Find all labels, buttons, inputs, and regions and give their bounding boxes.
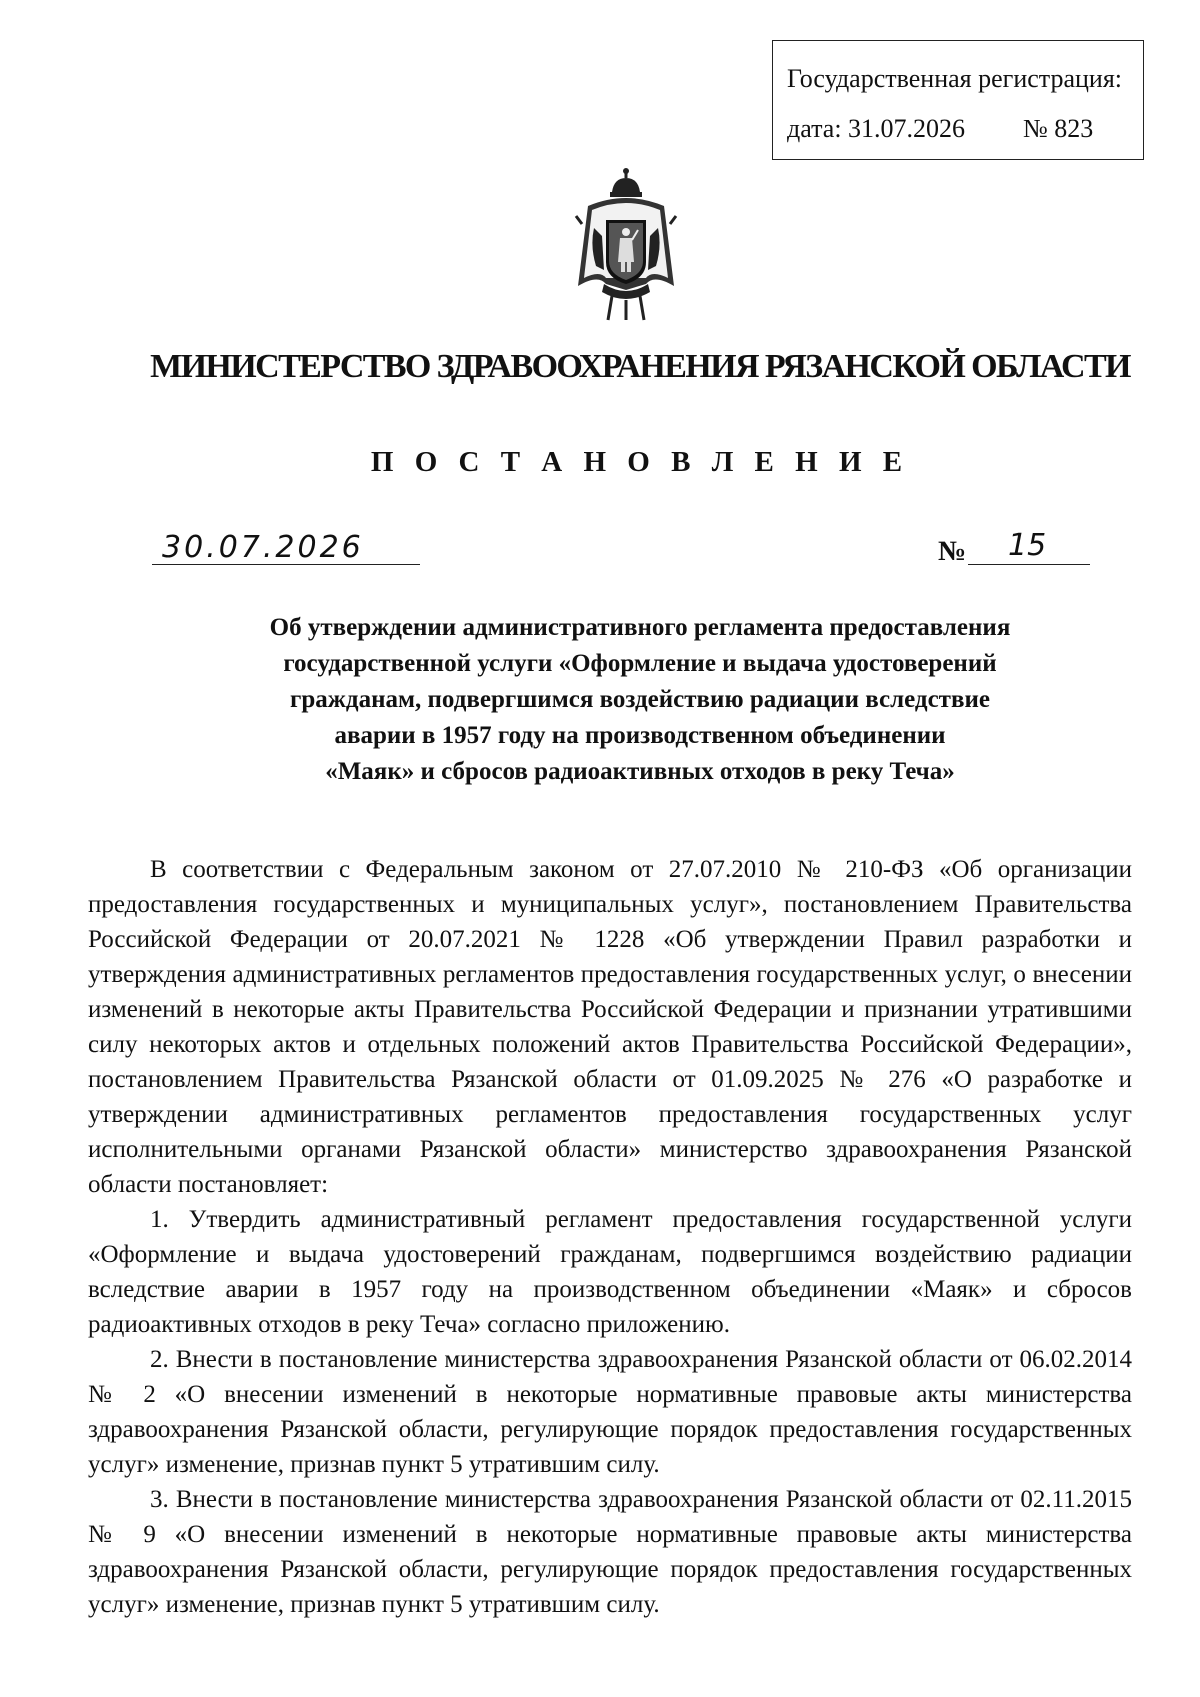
decree-subject [240,610,1040,790]
subject-line: Об утверждении административного регламента предоставления [269,614,1011,641]
decree-type-title: П О С Т А Н О В Л Е Н И Е [370,446,910,478]
subject-line: гражданам, подвергшимся воздействию радиации вследствие [290,686,990,713]
registration-number: № 823 [1023,114,1094,143]
subject-line: «Маяк» и сбросов радиоактивных отходов в реку Теча» [325,758,955,785]
state-registration-stamp [772,40,1144,160]
item-1-paragraph: 1. Утвердить административный регламент предоставления государственной услуги «Оформление и выдача удостоверений гражданам, подвергшимся воздействию радиации вследствие аварии в 1957 году на производственном объединении «Маяк» и сбросов радиоактивных отходов в реку Теча» согласно приложению. [88,1206,1132,1338]
handwritten-decree-date: 30.07.2026 [162,530,364,565]
number-underline [968,564,1090,565]
subject-line: государственной услуги «Оформление и выдача удостоверений [283,650,997,677]
item-2-paragraph: 2. Внести в постановление министерства здравоохранения Рязанской области от 06.02.2014 № 2 «О внесении изменений в некоторые нормативные правовые акты министерства здравоохранения Рязанской области, регулирующие порядок предоставления государственных услуг» изменение, признав пункт 5 утратившим силу. [88,1346,1132,1478]
date-underline [152,564,420,565]
subject-line: аварии в 1957 году на производственном объединении [334,722,946,749]
item-3-paragraph: 3. Внести в постановление министерства здравоохранения Рязанской области от 02.11.2015 № 9 «О внесении изменений в некоторые нормативные правовые акты министерства здравоохранения Рязанской области, регулирующие порядок предоставления государственных услуг» изменение, признав пункт 5 утратившим силу. [88,1486,1132,1618]
decree-body [88,852,1132,1622]
handwritten-decree-number: 15 [1008,528,1047,563]
decree-number-label: № [938,536,967,567]
preamble-paragraph: В соответствии с Федеральным законом от 27.07.2010 № 210-ФЗ «Об организации предоставления государственных и муниципальных услуг», постановлением Правительства Российской Федерации от 20.07.2021 № 1228 «Об утверждении Правил разработки и утверждения административных регламентов предоставления государственных услуг, о внесении изменений в некоторые акты Правительства Российской Федерации и признании утратившими силу некоторых актов и отдельных положений актов Правительства Российской Федерации», постановлением Правительства Рязанской области от 01.09.2025 № 276 «О разработке и утверждении административных регламентов предоставления государственных услуг исполнительными органами Рязанской области» министерство здравоохранения Рязанской области постановляет: [88,856,1132,1198]
registration-date: дата: 31.07.2026 [787,114,966,143]
ministry-name: МИНИСТЕРСТВО ЗДРАВООХРАНЕНИЯ РЯЗАНСКОЙ ОБЛАСТИ [150,348,1130,385]
registration-title: Государственная регистрация: [787,64,1123,93]
ryazan-coat-of-arms-icon [568,166,684,322]
